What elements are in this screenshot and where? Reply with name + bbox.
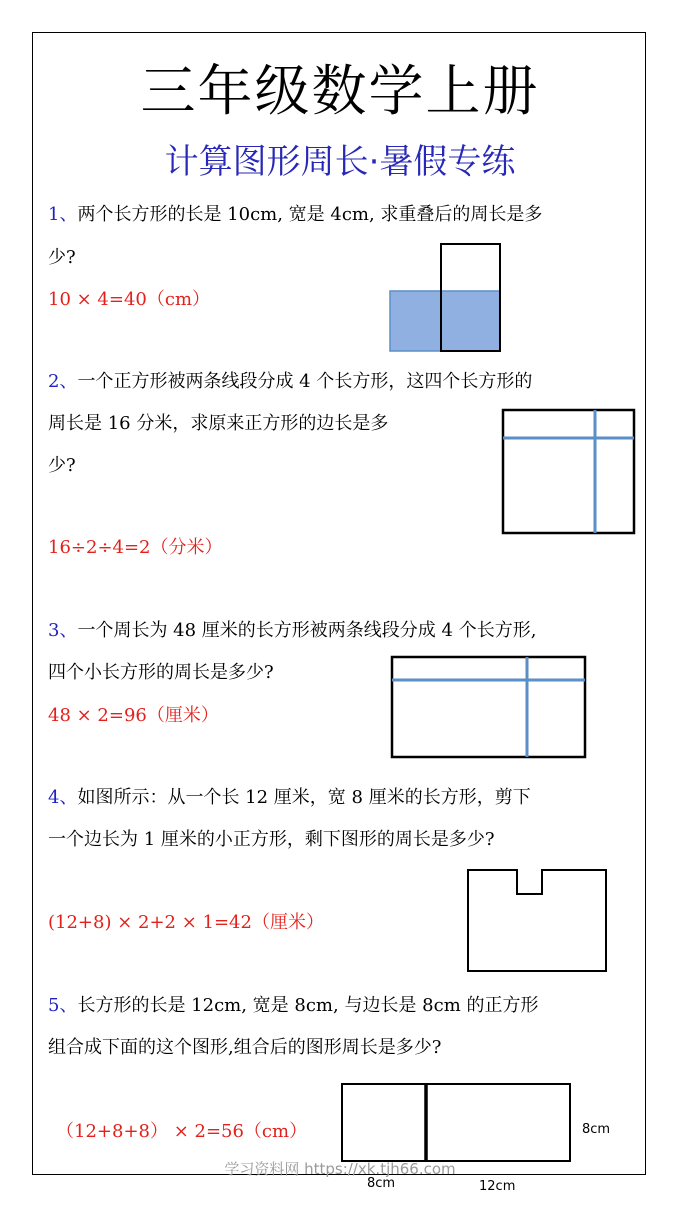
question-3-text: 一个周长为 48 厘米的长方形被两条线段分成 4 个长方形, — [77, 620, 537, 641]
combined-outline — [342, 1084, 570, 1161]
question-5-answer: （12+8+8） × 2=56（cm） — [56, 1121, 308, 1142]
question-5-line-2: 组合成下面的这个图形,组合后的图形周长是多少? — [48, 1037, 442, 1058]
question-5-line-1 — [48, 994, 538, 1018]
question-4-line-1 — [48, 786, 531, 810]
question-4-line-2: 一个边长为 1 厘米的小正方形，剩下图形的周长是多少? — [48, 829, 495, 850]
overlap-rectangle — [390, 291, 500, 351]
question-2-figure — [501, 408, 637, 536]
question-2-line-2: 周长是 16 分米，求原来正方形的边长是多 — [48, 413, 389, 434]
question-3-answer: 48 × 2=96（厘米） — [48, 705, 219, 726]
question-2-text: 一个正方形被两条线段分成 4 个长方形，这四个长方形的 — [77, 371, 533, 392]
question-5-number: 5、 — [48, 995, 78, 1016]
question-1-text: 两个长方形的长是 10cm, 宽是 4cm, 求重叠后的周长是多 — [77, 204, 543, 225]
question-1-line-1 — [48, 203, 542, 227]
page-title: 三年级数学上册 — [140, 59, 540, 123]
label-rectangle-length: 12cm — [479, 1179, 516, 1194]
question-2-number: 2、 — [48, 371, 78, 392]
question-1-number: 1、 — [48, 204, 78, 225]
label-square-side: 8cm — [367, 1176, 396, 1191]
question-4-text: 如图所示：从一个长 12 厘米，宽 8 厘米的长方形，剪下 — [77, 787, 531, 808]
label-height: 8cm — [582, 1122, 611, 1137]
question-5-figure — [340, 1082, 573, 1164]
square-outline — [503, 410, 634, 533]
question-1-line-2: 少? — [48, 247, 76, 268]
question-1-figure — [388, 242, 504, 354]
question-1-answer: 10 × 4=40（cm） — [48, 289, 211, 310]
question-5-text: 长方形的长是 12cm, 宽是 8cm, 与边长是 8cm 的正方形 — [77, 995, 539, 1016]
question-2-answer: 16÷2÷4=2（分米） — [48, 537, 223, 558]
question-3-line-1 — [48, 619, 536, 643]
watermark: 学习资料网 https://xk.tjh66.com — [224, 1160, 456, 1178]
question-3-line-2: 四个小长方形的周长是多少? — [48, 662, 274, 683]
question-4-number: 4、 — [48, 787, 78, 808]
question-4-answer: (12+8) × 2+2 × 1=42（厘米） — [48, 912, 324, 933]
page-subtitle: 计算图形周长·暑假专练 — [164, 142, 516, 182]
question-3-number: 3、 — [48, 620, 78, 641]
question-2-line-1 — [48, 370, 532, 394]
rectangle-outline — [392, 657, 585, 757]
question-3-figure — [390, 655, 588, 760]
question-2-line-3: 少? — [48, 455, 76, 476]
notched-rectangle — [468, 870, 606, 971]
question-4-figure — [466, 868, 609, 974]
